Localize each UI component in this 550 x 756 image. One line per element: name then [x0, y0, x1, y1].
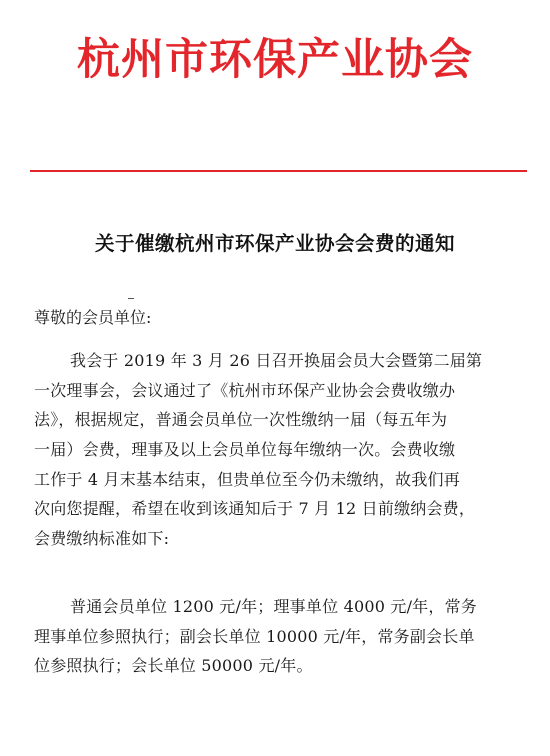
paragraph-line: 工作于 4 月末基本结束，但贵单位至今仍未缴纳，故我们再: [34, 469, 460, 489]
letterhead-org-name: 杭州市环保产业协会: [77, 35, 473, 85]
paragraph-line: 次向您提醒，希望在收到该通知后于 7 月 12 日前缴纳会费，: [34, 499, 476, 519]
paragraph-line: 法》，根据规定，普通会员单位一次性缴纳一届（每五年为: [34, 410, 448, 430]
body-paragraph-1: [34, 346, 514, 554]
paragraph-line: 理事单位参照执行；副会长单位 10000 元/年，常务副会长单: [34, 626, 475, 646]
paragraph-line: 我会于 2019 年 3 月 26 日召开换届会员大会暨第二届第: [70, 351, 483, 370]
paragraph-line: 普通会员单位 1200 元/年；理事单位 4000 元/年，常务: [70, 597, 477, 616]
paragraph-line: 一届）会费，理事及以上会员单位每年缴纳一次。会费收缴: [34, 440, 456, 460]
letterhead-red-divider: [30, 170, 527, 172]
salutation: 尊敬的会员单位:: [34, 308, 152, 327]
paragraph-line: 一次理事会，会议通过了《杭州市环保产业协会会费收缴办: [34, 380, 456, 400]
stray-mark: [128, 298, 134, 299]
body-paragraph-2: [34, 592, 514, 681]
paragraph-line: 会费缴纳标准如下:: [34, 529, 170, 549]
paragraph-line: 位参照执行；会长单位 50000 元/年。: [34, 656, 313, 676]
document-title: 关于催缴杭州市环保产业协会会费的通知: [94, 232, 455, 255]
